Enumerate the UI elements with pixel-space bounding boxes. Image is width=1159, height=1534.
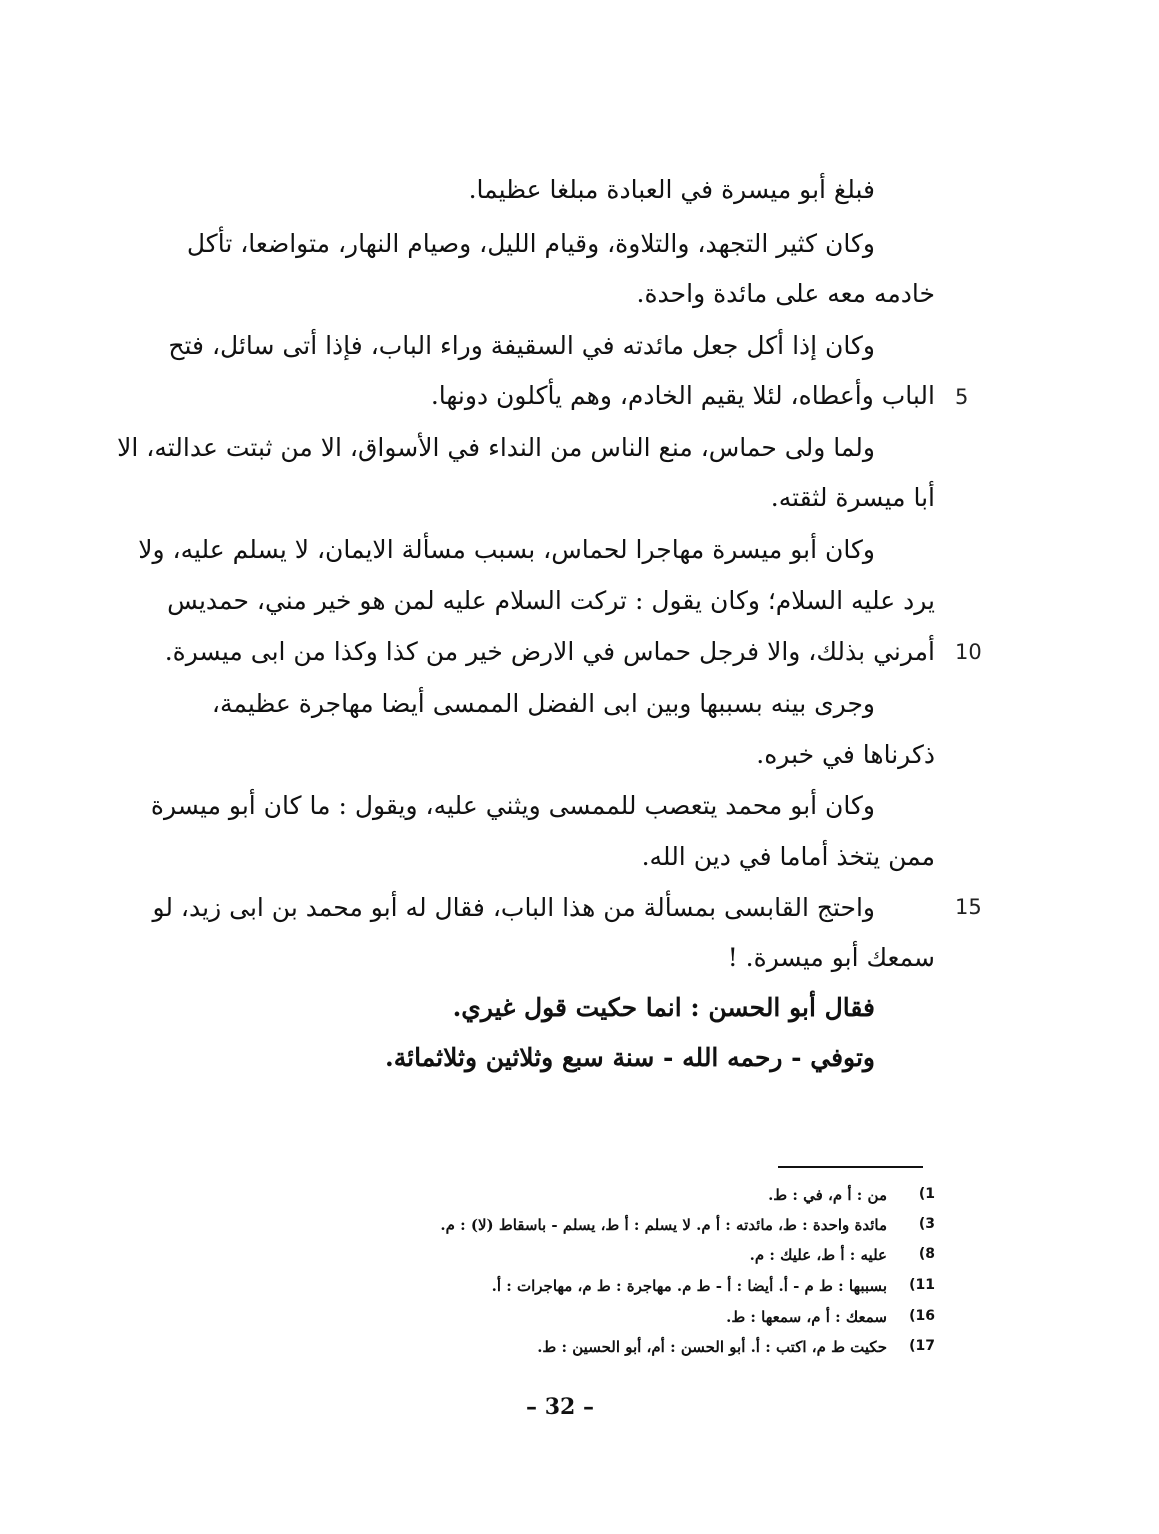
footnote <box>235 1216 935 1244</box>
footnote <box>235 1308 935 1336</box>
text-line: الباب وأعطاه، لئلا يقيم الخادم، وهم يأكلون دونها. <box>430 381 935 410</box>
text-line: وكان كثير التجهد، والتلاوة، وقيام الليل، وصيام النهار، متواضعا، تأكل <box>186 229 875 258</box>
footnote-text: سمعك : أ م، سمعها : ط. <box>726 1308 887 1326</box>
text-line: وكان أبو ميسرة مهاجرا لحماس، بسبب مسألة الايمان، لا يسلم عليه، ولا <box>138 535 875 564</box>
footnote <box>235 1277 935 1305</box>
footnote-number: 17) <box>909 1338 935 1354</box>
page-number: – 32 – <box>526 1394 594 1420</box>
text-line: أبا ميسرة لثقته. <box>770 483 935 512</box>
footnote-number: 16) <box>909 1308 935 1324</box>
footnote-text: مائدة واحدة : ط، مائدته : أ م. لا يسلم : أ ط، يسلم - باسقاط (لا) : م. <box>440 1216 887 1234</box>
text-line: ذكرناها في خبره. <box>756 740 935 769</box>
footnote-number: 1) <box>918 1186 935 1202</box>
text-line: ممن يتخذ أماما في دين الله. <box>641 842 935 871</box>
footnote-text: بسببها : ط م - أ. أيضا : أ - ط م. مهاجرة : ط م، مهاجرات : أ. <box>491 1277 887 1295</box>
text-line: فبلغ أبو ميسرة في العبادة مبلغا عظيما. <box>468 175 875 204</box>
footnote <box>235 1338 935 1366</box>
text-line: يرد عليه السلام؛ وكان يقول : تركت السلام عليه لمن هو خير مني، حمديس <box>167 586 935 615</box>
footnote <box>235 1246 935 1274</box>
footnote-text: حكيت ط م، اكتب : أ. أبو الحسن : أم، أبو الحسين : ط. <box>537 1338 887 1356</box>
text-line: أمرني بذلك، والا فرجل حماس في الارض خير من كذا وكذا من ابى ميسرة. <box>164 637 935 666</box>
text-line: وتوفي - رحمه الله - سنة سبع وثلاثين وثلاثمائة. <box>385 1043 875 1072</box>
footnote-separator <box>778 1166 923 1168</box>
footnote-number: 3) <box>918 1216 935 1232</box>
line-number: 10 <box>955 640 982 664</box>
text-line: وكان أبو محمد يتعصب للممسى ويثني عليه، ويقول : ما كان أبو ميسرة <box>150 791 875 820</box>
text-line: ولما ولى حماس، منع الناس من النداء في الأسواق، الا من ثبتت عدالته، الا <box>117 433 875 462</box>
line-number: 15 <box>955 895 982 919</box>
text-line: واحتج القابسى بمسألة من هذا الباب، فقال له أبو محمد بن ابى زيد، لو <box>152 893 875 922</box>
line-number: 5 <box>955 385 969 409</box>
footnote-text: من : أ م، في : ط. <box>768 1186 887 1204</box>
footnote-number: 11) <box>909 1277 935 1293</box>
footnote-number: 8) <box>918 1246 935 1262</box>
text-line: سمعك أبو ميسرة. ! <box>727 943 935 972</box>
text-line: خادمه معه على مائدة واحدة. <box>636 279 935 308</box>
text-line: وكان إذا أكل جعل مائدته في السقيفة وراء الباب، فإذا أتى سائل، فتح <box>168 331 875 360</box>
footnote-text: عليه : أ ط، عليك : م. <box>749 1246 887 1264</box>
text-line: فقال أبو الحسن : انما حكيت قول غيري. <box>452 993 875 1022</box>
footnote <box>235 1186 935 1214</box>
text-line: وجرى بينه بسببها وبين ابى الفضل الممسى أيضا مهاجرة عظيمة، <box>211 689 875 718</box>
